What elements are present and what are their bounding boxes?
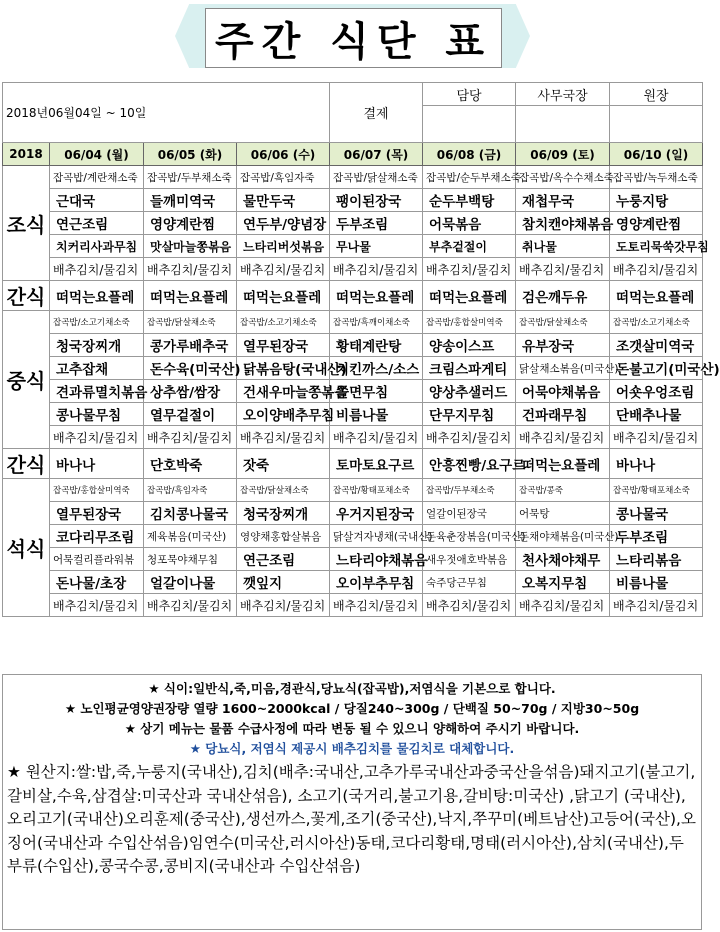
menu-item: 두부조림 (610, 525, 703, 548)
menu-item: 닭볶음탕(국내산) (237, 357, 330, 380)
menu-item: 연근조림 (50, 212, 144, 235)
menu-item: 얼갈이나물 (144, 571, 237, 594)
menu-item: 영양채홍합살볶음 (237, 525, 330, 548)
menu-item: 잡곡밥/두부채소죽 (144, 166, 237, 189)
menu-item: 돈육춘장볶음(미국산) (423, 525, 516, 548)
dinner-row (3, 594, 703, 617)
day-header: 06/10 (일) (610, 143, 703, 166)
menu-item: 닭살채소볶음(미국산) (516, 357, 610, 380)
menu-item: 열무된장국 (237, 334, 330, 357)
title-box (205, 8, 502, 68)
snack-item: 떠먹는요플레 (610, 281, 703, 311)
snack1-row (3, 281, 703, 311)
menu-item: 연두부/양념장 (237, 212, 330, 235)
menu-item: 콩나물국 (610, 502, 703, 525)
menu-item: 배추김치/물김치 (610, 426, 703, 449)
snack1-label: 간식 (3, 281, 50, 311)
menu-item: 어묵야채볶음 (516, 380, 610, 403)
menu-item: 어숏우엉조림 (610, 380, 703, 403)
menu-item: 코다리무조림 (50, 525, 144, 548)
menu-item: 돈불고기(미국산) (610, 357, 703, 380)
lunch-row (3, 334, 703, 357)
menu-item: 잡곡밥/소고기채소죽 (50, 311, 144, 334)
menu-item: 오이부추무침 (330, 571, 423, 594)
snack2-label: 간식 (3, 449, 50, 479)
menu-item: 영양계란찜 (610, 212, 703, 235)
menu-item: 맛살마늘쫑볶음 (144, 235, 237, 258)
menu-item: 잡곡밥/순두부채소죽 (423, 166, 516, 189)
menu-item: 청국장찌개 (50, 334, 144, 357)
menu-item: 배추김치/물김치 (423, 426, 516, 449)
menu-item: 콩가루배추국 (144, 334, 237, 357)
menu-item: 고추잡채 (50, 357, 144, 380)
menu-item: 배추김치/물김치 (610, 594, 703, 617)
snack2-row (3, 449, 703, 479)
menu-item: 청국장찌개 (237, 502, 330, 525)
dinner-row (3, 502, 703, 525)
menu-item: 배추김치/물김치 (423, 594, 516, 617)
lunch-label: 중식 (3, 311, 50, 449)
menu-item: 배추김치/물김치 (50, 594, 144, 617)
menu-item: 비름나물 (330, 403, 423, 426)
menu-item: 잡곡밥/계란채소죽 (50, 166, 144, 189)
snack-item: 바나나 (610, 449, 703, 479)
breakfast-row (3, 212, 703, 235)
menu-item: 치커리사과무침 (50, 235, 144, 258)
menu-item: 느타리볶음 (610, 548, 703, 571)
approval-role-3: 원장 (610, 83, 703, 106)
menu-item: 어묵탕 (516, 502, 610, 525)
menu-item: 숙주당근무침 (423, 571, 516, 594)
menu-item: 누룽지탕 (610, 189, 703, 212)
menu-item: 취나물 (516, 235, 610, 258)
breakfast-row (3, 235, 703, 258)
menu-item: 배추김치/물김치 (516, 594, 610, 617)
menu-item: 배추김치/물김치 (330, 594, 423, 617)
menu-item: 견과류멸치볶음 (50, 380, 144, 403)
menu-item: 배추김치/물김치 (237, 258, 330, 281)
menu-item: 돈채야채볶음(미국산) (516, 525, 610, 548)
menu-item: 양상추샐러드 (423, 380, 516, 403)
menu-item: 배추김치/물김치 (330, 426, 423, 449)
menu-item: 무나물 (330, 235, 423, 258)
menu-item: 얼갈이된장국 (423, 502, 516, 525)
snack-item: 떠먹는요플레 (50, 281, 144, 311)
menu-item: 순두부백탕 (423, 189, 516, 212)
menu-item: 배추김치/물김치 (144, 594, 237, 617)
menu-item: 우거지된장국 (330, 502, 423, 525)
menu-item: 양송이스프 (423, 334, 516, 357)
day-header: 06/06 (수) (237, 143, 330, 166)
menu-item: 건새우마늘쫑볶음 (237, 380, 330, 403)
menu-item: 잡곡밥/황태포채소죽 (610, 479, 703, 502)
menu-item: 잡곡밥/흑임자죽 (237, 166, 330, 189)
snack-item: 단호박죽 (144, 449, 237, 479)
snack-item: 떠먹는요플레 (237, 281, 330, 311)
day-header: 06/07 (목) (330, 143, 423, 166)
day-header-row (3, 143, 703, 166)
menu-item: 잡곡밥/소고기채소죽 (610, 311, 703, 334)
snack-item: 떠먹는요플레 (144, 281, 237, 311)
origin-text: ★ 원산지:쌀:밥,죽,누룽지(국내산),김치(배추:국내산,고추가루국내산과중국산을섞음)돼지고기(불고기,갈비살,수육,삼겹살:미국산과 국내산섞음), 소고기(국거리,불고기용,갈비탕:미국산) ,닭고기 (국내산),오리고기(국내산)오리훈제(중국산),생선까스,꽃게,조기(중국산),낙지,쭈꾸미(베트남산)고등어(국산),오징어(국내산과 수입산섞음)임연수(미국산,러시아산)동태,코다리황태,명태(러시아산),삼치(국내산),두부류(수입산),콩국수콩,콩비지(국내산과 수입산섞음) (7, 763, 696, 875)
approval-role-2: 사무국장 (516, 83, 610, 106)
lunch-row (3, 403, 703, 426)
menu-item: 비름나물 (610, 571, 703, 594)
menu-item: 어묵볶음 (423, 212, 516, 235)
menu-item: 연근조림 (237, 548, 330, 571)
day-header: 06/04 (월) (50, 143, 144, 166)
menu-item: 쫄면무침 (330, 380, 423, 403)
menu-item: 잡곡밥/소고기채소죽 (237, 311, 330, 334)
menu-item: 열무된장국 (50, 502, 144, 525)
snack-item: 토마토요구르 (330, 449, 423, 479)
approval-row-top (3, 83, 703, 106)
menu-item: 참치캔야채볶음 (516, 212, 610, 235)
menu-item: 단배추나물 (610, 403, 703, 426)
day-header: 06/09 (토) (516, 143, 610, 166)
menu-table (2, 82, 720, 617)
snack-item: 바나나 (50, 449, 144, 479)
note-diet: ★ 식이:일반식,죽,미음,경관식,당뇨식(잡곡밥),저염식을 기본으로 합니다. (148, 681, 556, 696)
menu-item: 배추김치/물김치 (237, 426, 330, 449)
menu-item: 오이양배추무침 (237, 403, 330, 426)
menu-item: 잡곡밥/콩죽 (516, 479, 610, 502)
menu-item: 잡곡밥/녹두채소죽 (610, 166, 703, 189)
dinner-row (3, 571, 703, 594)
menu-item: 크림스파게티 (423, 357, 516, 380)
approval-role-1: 담당 (423, 83, 516, 106)
menu-item: 잡곡밥/황태포채소죽 (330, 479, 423, 502)
menu-item: 느타리야채볶음 (330, 548, 423, 571)
menu-item: 콩나물무침 (50, 403, 144, 426)
notes-box (2, 674, 702, 930)
menu-item: 배추김치/물김치 (610, 258, 703, 281)
snack-item: 잣죽 (237, 449, 330, 479)
menu-item: 천사채야채무 (516, 548, 610, 571)
menu-item: 부추겉절이 (423, 235, 516, 258)
menu-item: 잡곡밥/흑깨이채소죽 (330, 311, 423, 334)
lunch-row (3, 426, 703, 449)
menu-item: 잡곡밥/흑임자죽 (144, 479, 237, 502)
snack-item: 안흥찐빵/요구르 (423, 449, 516, 479)
dinner-row (3, 525, 703, 548)
menu-item: 어묵컬리플라워볶 (50, 548, 144, 571)
menu-item: 단무지무침 (423, 403, 516, 426)
menu-item: 도토리묵쑥갓무침 (610, 235, 703, 258)
menu-item: 잡곡밥/홍합살미역죽 (423, 311, 516, 334)
menu-item: 느타리버섯볶음 (237, 235, 330, 258)
snack-item: 검은깨두유 (516, 281, 610, 311)
lunch-row (3, 357, 703, 380)
menu-item: 배추김치/물김치 (144, 426, 237, 449)
menu-item: 물만두국 (237, 189, 330, 212)
menu-item: 닭살겨자냉채(국내산) (330, 525, 423, 548)
breakfast-label: 조식 (3, 166, 50, 281)
menu-item: 김치콩나물국 (144, 502, 237, 525)
menu-item: 잡곡밥/닭살채소죽 (330, 166, 423, 189)
menu-item: 잡곡밥/홍합살미역죽 (50, 479, 144, 502)
menu-item: 새우젓애호박볶음 (423, 548, 516, 571)
dinner-label: 석식 (3, 479, 50, 617)
approval-sign-2 (516, 106, 610, 143)
day-header: 06/08 (금) (423, 143, 516, 166)
breakfast-row (3, 166, 703, 189)
menu-item: 잡곡밥/닭살채소죽 (516, 311, 610, 334)
snack-item: 떠먹는요플레 (423, 281, 516, 311)
snack-item: 떠먹는요플레 (330, 281, 423, 311)
note-change: ★ 상기 메뉴는 물품 수급사정에 따라 변동 될 수 있으니 양해하여 주시기 바랍니다. (124, 721, 580, 736)
menu-item: 오복지무침 (516, 571, 610, 594)
menu-item: 잡곡밥/닭살채소죽 (144, 311, 237, 334)
lunch-row (3, 311, 703, 334)
menu-item: 상추쌈/쌈장 (144, 380, 237, 403)
page-title: 주간 식단 표 (214, 18, 493, 65)
dinner-row (3, 479, 703, 502)
menu-item: 배추김치/물김치 (50, 258, 144, 281)
menu-item: 잡곡밥/옥수수채소죽 (516, 166, 610, 189)
menu-item: 깻잎지 (237, 571, 330, 594)
menu-item: 조갯살미역국 (610, 334, 703, 357)
period-text: 2018년06월04일 ~ 10일 (6, 106, 147, 120)
menu-item: 청포묵야채무침 (144, 548, 237, 571)
menu-item: 제육볶음(미국산) (144, 525, 237, 548)
menu-item: 배추김치/물김치 (516, 258, 610, 281)
menu-item: 돈수육(미국산) (144, 357, 237, 380)
day-header: 06/05 (화) (144, 143, 237, 166)
menu-item: 배추김치/물김치 (237, 594, 330, 617)
menu-item: 돈나물/초장 (50, 571, 144, 594)
approval-label: 결제 (330, 83, 423, 143)
menu-item: 황태계란탕 (330, 334, 423, 357)
menu-item: 배추김치/물김치 (423, 258, 516, 281)
period-cell (3, 83, 330, 143)
menu-item: 잡곡밥/두부채소죽 (423, 479, 516, 502)
menu-item: 들깨미역국 (144, 189, 237, 212)
menu-item: 열무겉절이 (144, 403, 237, 426)
menu-item: 배추김치/물김치 (144, 258, 237, 281)
menu-item: 두부조림 (330, 212, 423, 235)
snack-item: 떠먹는요플레 (516, 449, 610, 479)
breakfast-row (3, 189, 703, 212)
menu-item: 배추김치/물김치 (330, 258, 423, 281)
menu-item: 잡곡밥/닭살채소죽 (237, 479, 330, 502)
menu-item: 건파래무침 (516, 403, 610, 426)
approval-sign-1 (423, 106, 516, 143)
menu-item: 근대국 (50, 189, 144, 212)
menu-item: 팽이된장국 (330, 189, 423, 212)
menu-item: 영양계란찜 (144, 212, 237, 235)
menu-item: 재첩무국 (516, 189, 610, 212)
approval-sign-3 (610, 106, 703, 143)
menu-item: 배추김치/물김치 (516, 426, 610, 449)
menu-item: 배추김치/물김치 (50, 426, 144, 449)
dinner-row (3, 548, 703, 571)
note-nutrition: ★ 노인평균영양권장량 열량 1600~2000kcal / 당질240~300g / 단백질 50~70g / 지방30~50g (64, 701, 640, 716)
menu-item: 치킨까스/소스 (330, 357, 423, 380)
note-kimchi: ★ 당뇨식, 저염식 제공시 배추김치를 물김치로 대체합니다. (189, 741, 515, 756)
year-cell: 2018 (3, 143, 50, 166)
lunch-row (3, 380, 703, 403)
breakfast-row (3, 258, 703, 281)
menu-item: 유부장국 (516, 334, 610, 357)
